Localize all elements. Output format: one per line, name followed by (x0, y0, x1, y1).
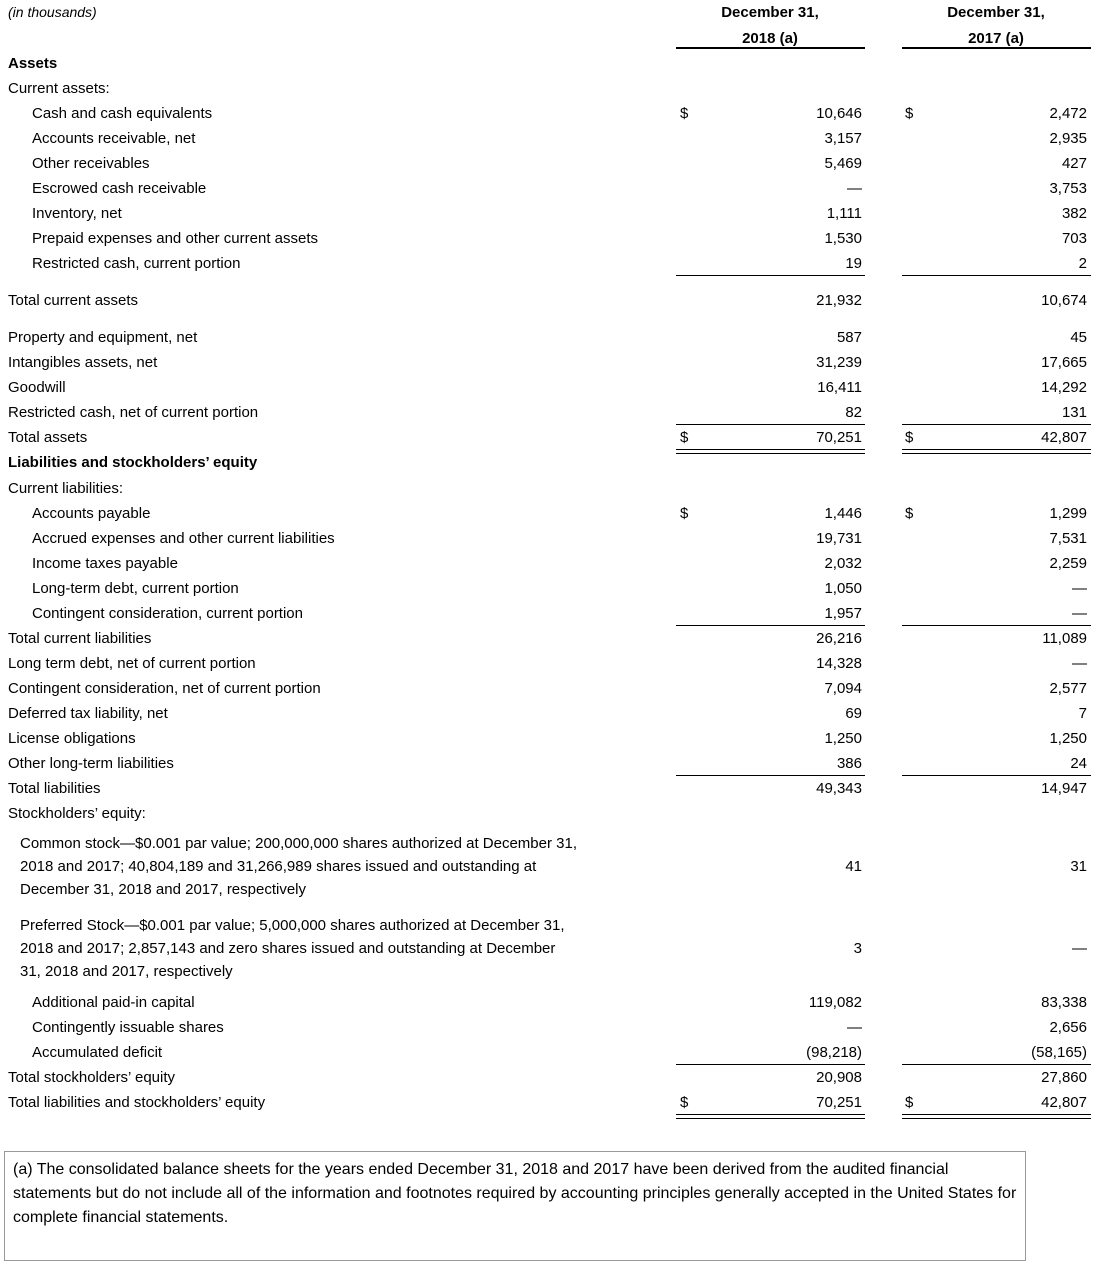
value-2017: 2,656 (1049, 1019, 1087, 1036)
value-2017: 2,472 (1049, 105, 1087, 122)
value-2018: 10,646 (816, 105, 862, 122)
value-2018: 21,932 (816, 292, 862, 309)
value-2017: 7,531 (1049, 530, 1087, 547)
currency-symbol-2017: $ (905, 505, 914, 522)
value-2017: 2,577 (1049, 680, 1087, 697)
value-2018: 82 (845, 404, 862, 421)
value-2017: 42,807 (1041, 1094, 1087, 1111)
row-label: Intangibles assets, net (8, 354, 158, 371)
value-2018: 31,239 (816, 354, 862, 371)
value-2017: 17,665 (1041, 354, 1087, 371)
value-2017: 3,753 (1049, 180, 1087, 197)
value-2018: 7,094 (824, 680, 862, 697)
table-row (0, 476, 1112, 501)
row-label: Contingently issuable shares (32, 1019, 224, 1036)
row-label: Total stockholders’ equity (8, 1069, 176, 1086)
value-2017: 2,259 (1049, 555, 1087, 572)
row-label: Prepaid expenses and other current assets (32, 230, 319, 247)
table-row (0, 626, 1112, 651)
row-label: Additional paid-in capital (32, 994, 195, 1011)
row-label: Income taxes payable (32, 555, 178, 572)
row-label: Total assets (8, 429, 88, 446)
table-row (0, 151, 1112, 176)
row-label: Accounts payable (32, 505, 151, 522)
currency-symbol-2018: $ (680, 505, 689, 522)
row-label: Restricted cash, net of current portion (8, 404, 259, 421)
value-2017: 131 (1061, 404, 1087, 421)
value-2018: — (847, 1019, 862, 1036)
value-2018: 1,250 (824, 730, 862, 747)
value-2017: — (1072, 580, 1087, 597)
row-label: Contingent consideration, net of current portion (8, 680, 321, 697)
value-2018: 41 (845, 858, 862, 875)
currency-symbol-2018: $ (680, 1094, 689, 1111)
value-2018: 16,411 (817, 379, 862, 396)
table-row (0, 726, 1112, 751)
units-note: (in thousands) (8, 4, 97, 20)
value-2018: 119,082 (808, 994, 862, 1011)
value-2018: 70,251 (816, 429, 862, 446)
row-label: Other receivables (32, 155, 150, 172)
row-label: Other long-term liabilities (8, 755, 174, 772)
value-2017: 27,860 (1041, 1069, 1087, 1086)
value-2017: 7 (1078, 705, 1087, 722)
value-2017: 42,807 (1041, 429, 1087, 446)
table-row (0, 251, 1112, 276)
table-row (0, 51, 1112, 76)
value-2018: 587 (836, 329, 862, 346)
table-row (0, 350, 1112, 375)
value-2017: 2 (1078, 255, 1087, 272)
table-row (0, 551, 1112, 576)
value-2017: 14,947 (1041, 780, 1087, 797)
value-2018: 3,157 (824, 130, 862, 147)
table-row (0, 701, 1112, 726)
header-rule-2018 (676, 47, 865, 49)
row-label: Long term debt, net of current portion (8, 655, 256, 672)
table-row (0, 751, 1112, 776)
value-2017: (58,165) (1031, 1044, 1087, 1061)
row-label: Current assets: (8, 80, 110, 97)
row-label: Stockholders’ equity: (8, 805, 146, 822)
value-2017: 10,674 (1041, 292, 1087, 309)
row-label: Restricted cash, current portion (32, 255, 241, 272)
value-2017: 703 (1061, 230, 1087, 247)
row-label: Accrued expenses and other current liabilities (32, 530, 335, 547)
row-label: Property and equipment, net (8, 329, 198, 346)
table-row (0, 176, 1112, 201)
table-row (0, 288, 1112, 313)
value-2018: 3 (853, 940, 862, 957)
value-2018: 20,908 (816, 1069, 862, 1086)
value-2018: 69 (845, 705, 862, 722)
table-row (0, 576, 1112, 601)
column-header-2018-line1: December 31, (721, 4, 819, 21)
row-label: License obligations (8, 730, 136, 747)
value-2018: 19,731 (816, 530, 862, 547)
table-row (0, 1040, 1112, 1065)
table-row (0, 832, 1112, 901)
value-2018: 386 (836, 755, 862, 772)
value-2018: 1,050 (824, 580, 862, 597)
value-2017: — (1072, 655, 1087, 672)
row-label: Total current liabilities (8, 630, 152, 647)
table-row (0, 325, 1112, 350)
column-header-2017-line2: 2017 (a) (968, 30, 1024, 47)
currency-symbol-2017: $ (905, 105, 914, 122)
row-label: Common stock—$0.001 par value; 200,000,000 shares authorized at December 31, 2018 and 2017; 40,804,189 and 31,266,989 shares issued and outstanding at December 31, 2018 and 2017, respectively (20, 835, 577, 898)
value-2017: 83,338 (1041, 994, 1087, 1011)
value-2017: 45 (1070, 329, 1087, 346)
row-label: Total current assets (8, 292, 139, 309)
table-row (0, 450, 1112, 475)
table-row (0, 201, 1112, 226)
table-row (0, 425, 1112, 450)
row-label: Accounts receivable, net (32, 130, 196, 147)
table-row (0, 776, 1112, 801)
row-label: Accumulated deficit (32, 1044, 163, 1061)
row-label: Inventory, net (32, 205, 122, 222)
row-label: Cash and cash equivalents (32, 105, 213, 122)
single-rule-2017 (902, 275, 1091, 276)
value-2017: 11,089 (1042, 630, 1087, 647)
value-2018: 49,343 (816, 780, 862, 797)
double-rule-2017 (902, 1114, 1091, 1119)
row-label: Assets (8, 55, 58, 72)
column-header-2018-line2: 2018 (a) (742, 30, 798, 47)
row-label: Current liabilities: (8, 480, 124, 497)
row-label: Deferred tax liability, net (8, 705, 168, 722)
row-label: Total liabilities and stockholders’ equity (8, 1094, 266, 1111)
table-row (0, 400, 1112, 425)
table-row (0, 501, 1112, 526)
value-2017: 2,935 (1049, 130, 1087, 147)
row-label: Escrowed cash receivable (32, 180, 207, 197)
table-row (0, 1015, 1112, 1040)
currency-symbol-2018: $ (680, 105, 689, 122)
table-row (0, 375, 1112, 400)
currency-symbol-2017: $ (905, 429, 914, 446)
row-label: Contingent consideration, current portion (32, 605, 303, 622)
table-row (0, 126, 1112, 151)
table-row (0, 101, 1112, 126)
value-2017: 1,250 (1049, 730, 1087, 747)
column-header-2018 (675, 0, 865, 52)
row-label: Preferred Stock—$0.001 par value; 5,000,000 shares authorized at December 31, 2018 and 2017; 2,857,143 and zero shares issued and outstanding at December 31, 2018 and 2017, respectively (20, 917, 565, 980)
table-row (0, 801, 1112, 826)
value-2018: 1,957 (824, 605, 862, 622)
value-2017: 14,292 (1041, 379, 1087, 396)
row-label: Long-term debt, current portion (32, 580, 239, 597)
table-row (0, 914, 1112, 983)
currency-symbol-2017: $ (905, 1094, 914, 1111)
table-row (0, 226, 1112, 251)
value-2017: 1,299 (1049, 505, 1087, 522)
value-2018: 5,469 (824, 155, 862, 172)
table-row (0, 990, 1112, 1015)
header-rule-2017 (902, 47, 1091, 49)
value-2017: 427 (1061, 155, 1087, 172)
row-label: Goodwill (8, 379, 66, 396)
single-rule-2018 (676, 275, 865, 276)
value-2018: 26,216 (816, 630, 862, 647)
value-2017: 382 (1061, 205, 1087, 222)
value-2018: 19 (845, 255, 862, 272)
value-2018: 70,251 (816, 1094, 862, 1111)
table-row (0, 676, 1112, 701)
value-2017: — (1072, 605, 1087, 622)
value-2018: 14,328 (816, 655, 862, 672)
column-header-2017 (901, 0, 1091, 52)
value-2018: 1,530 (824, 230, 862, 247)
footnote-box: (a) The consolidated balance sheets for the years ended December 31, 2018 and 2017 have been derived from the audited financial statements but do not include all of the information and footnotes required by accounting principles generally accepted in the United States for complete financial statements. (4, 1151, 1026, 1261)
value-2018: — (847, 180, 862, 197)
table-row (0, 1090, 1112, 1115)
value-2017: 31 (1070, 858, 1087, 875)
table-row (0, 76, 1112, 101)
value-2017: 24 (1070, 755, 1087, 772)
double-rule-2018 (676, 1114, 865, 1119)
value-2018: 1,446 (824, 505, 862, 522)
value-2018: (98,218) (806, 1044, 862, 1061)
value-2017: — (1072, 940, 1087, 957)
currency-symbol-2018: $ (680, 429, 689, 446)
row-label: Total liabilities (8, 780, 101, 797)
table-row (0, 1065, 1112, 1090)
row-label: Liabilities and stockholders’ equity (8, 454, 258, 471)
table-row (0, 601, 1112, 626)
value-2018: 2,032 (824, 555, 862, 572)
table-row (0, 651, 1112, 676)
value-2018: 1,111 (826, 205, 862, 222)
column-header-2017-line1: December 31, (947, 4, 1045, 21)
table-row (0, 526, 1112, 551)
